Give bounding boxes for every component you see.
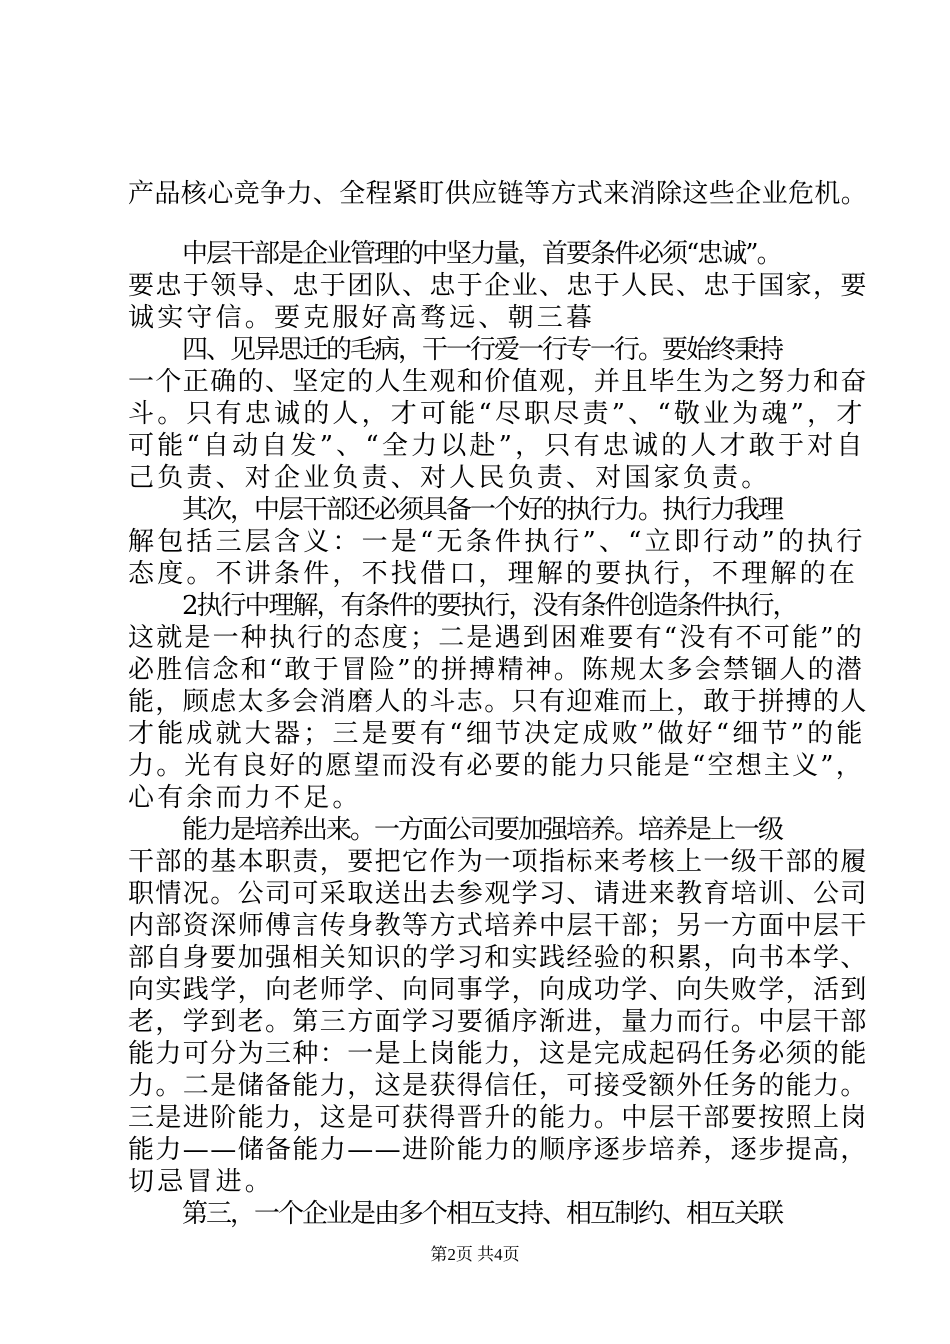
text-line: 力。二是储备能力，这是获得信任，可接受额外任务的能力。 — [128, 1071, 868, 1101]
text-line: 职情况。公司可采取送出去参观学习、请进来教育培训、公司 — [128, 879, 868, 909]
text-line: 要忠于领导、忠于团队、忠于企业、忠于人民、忠于国家，要 — [128, 271, 868, 301]
text-line: 向实践学，向老师学、向同事学，向成功学、向失败学，活到 — [128, 975, 868, 1005]
text-line: 能力——储备能力——进阶能力的顺序逐步培养，逐步提高， — [128, 1135, 868, 1165]
text-line: 一个正确的、坚定的人生观和价值观，并且毕生为之努力和奋 — [128, 367, 868, 397]
text-line: 三是进阶能力，这是可获得晋升的能力。中层干部要按照上岗 — [128, 1103, 868, 1133]
page-number-footer: 第2页 共4页 — [430, 1245, 520, 1264]
text-line: 才能成就大器；三是要有“细节决定成败”做好“细节”的能 — [128, 719, 866, 749]
text-line: 诚实守信。要克服好高骛远、朝三暮 — [128, 303, 596, 333]
text-line: 斗。只有忠诚的人，才可能“尽职尽责”、“敬业为魂”，才 — [128, 399, 866, 429]
text-line: 切忌冒进。 — [128, 1167, 275, 1197]
paragraph-start-line: 其次，中层干部还必须具备一个好的执行力。执行力我理 — [182, 495, 783, 525]
text-line: 己负责、对企业负责、对人民负责、对国家负责。 — [128, 463, 771, 493]
text-line: 老，学到老。第三方面学习要循序渐进，量力而行。中层干部 — [128, 1007, 868, 1037]
text-line: 干部的基本职责，要把它作为一项指标来考核上一级干部的履 — [128, 847, 868, 877]
text-line: 产品核心竞争力、全程紧盯供应链等方式来消除这些企业危机。 — [128, 179, 868, 209]
text-line: 能力可分为三种：一是上岗能力，这是完成起码任务必须的能 — [128, 1039, 868, 1069]
paragraph-start-line: 能力是培养出来。一方面公司要加强培养。培养是上一级 — [182, 815, 783, 845]
text-line: 解包括三层含义：一是“无条件执行”、“立即行动”的执行 — [128, 527, 866, 557]
text-line: 必胜信念和“敢于冒险”的拼搏精神。陈规太多会禁锢人的潜 — [128, 655, 864, 685]
text-line: 态度。不讲条件，不找借口，理解的要执行，不理解的在 — [128, 559, 859, 589]
paragraph-start-line: 2执行中理解，有条件的要执行，没有条件创造条件执行， — [182, 591, 797, 621]
paragraph-start-line: 第三，一个企业是由多个相互支持、相互制约、相互关联 — [182, 1199, 783, 1229]
text-line: 部自身要加强相关知识的学习和实践经验的积累，向书本学、 — [128, 943, 868, 973]
text-line: 心有余而力不足。 — [128, 783, 362, 813]
text-line: 能，顾虑太多会消磨人的斗志。只有迎难而上，敢于拼搏的人 — [128, 687, 868, 717]
paragraph-start-line: 中层干部是企业管理的中坚力量，首要条件必须“忠诚”。 — [182, 239, 781, 269]
text-line: 可能“自动自发”、“全力以赴”，只有忠诚的人才敢于对自 — [128, 431, 866, 461]
text-line: 内部资深师傅言传身教等方式培养中层干部；另一方面中层干 — [128, 911, 868, 941]
paragraph-start-line: 四、见异思迁的毛病，干一行爱一行专一行。要始终秉持 — [182, 335, 783, 365]
text-line: 力。光有良好的愿望而没有必要的能力只能是“空想主义”， — [128, 751, 864, 781]
text-line: 这就是一种执行的态度；二是遇到困难要有“没有不可能”的 — [128, 623, 864, 653]
